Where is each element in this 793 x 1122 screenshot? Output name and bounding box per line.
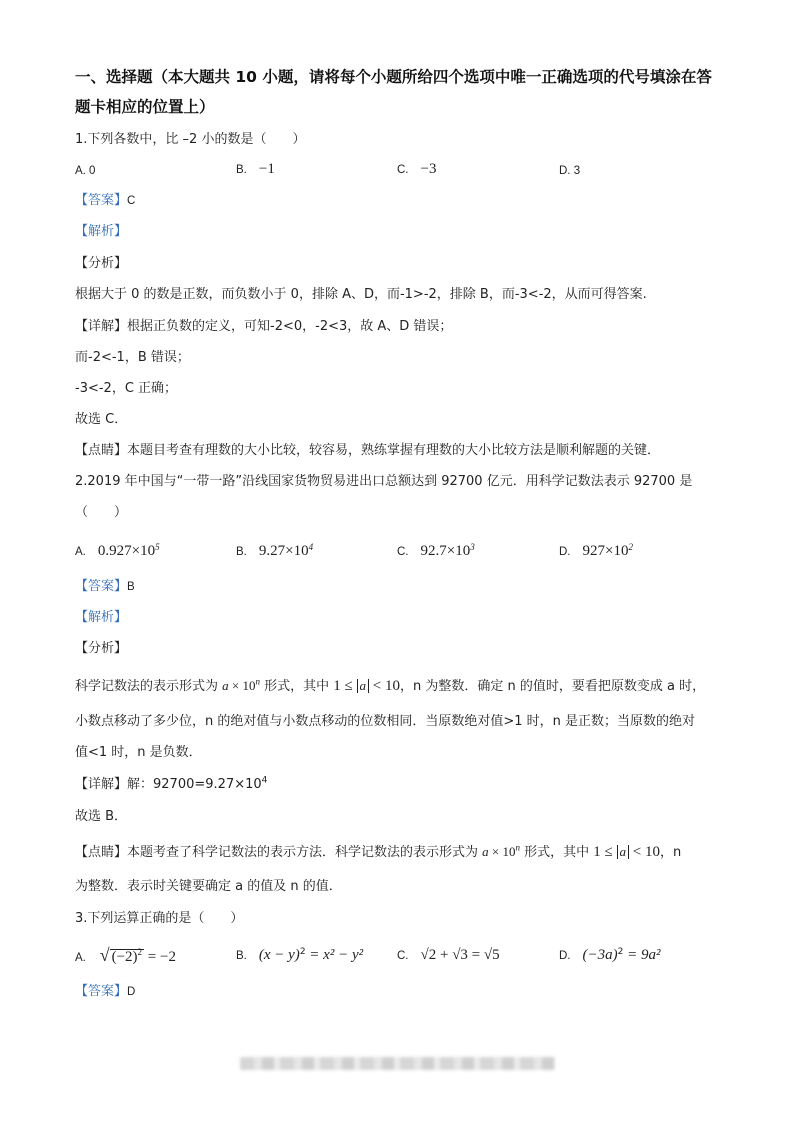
- q1-option-c-math: −3: [420, 161, 437, 177]
- q2-analysis-line3: 值<1 时，n 是负数．: [75, 745, 202, 760]
- form-n: n: [255, 676, 260, 687]
- q1-detail-text: 根据正负数的定义，可知-2<0，-2<3，故 A、D 错误；: [127, 319, 453, 334]
- q2-option-a-math: 0.927×10: [97, 543, 156, 559]
- q2-stem-line1: 2.2019 年中国与“一带一路”沿线国家货物贸易进出口总额达到 92700 亿元．用科学记数法表示 92700 是: [75, 474, 693, 489]
- q1-step3: -3<-2，C 正确；: [75, 381, 178, 396]
- xiangjie-tag: 【详解】: [75, 319, 128, 334]
- q2-option-b-math: 9.27×10: [258, 543, 309, 559]
- q1-option-d: D. 3: [559, 165, 581, 177]
- q3-answer: [75, 983, 135, 1001]
- q3-option-d: [559, 946, 660, 965]
- q3-option-a: [75, 946, 176, 967]
- q1-stem: 1.下列各数中，比 –2 小的数是（ ）: [75, 132, 306, 147]
- q1-jiexi-tag: 【解析】: [75, 224, 128, 239]
- q2-choose: 故选 B．: [75, 809, 128, 824]
- q2-option-d: [559, 542, 633, 561]
- ineq-abs-a: a: [357, 679, 370, 693]
- q2-option-a-exp: 5: [155, 542, 160, 552]
- q3-option-a-rhs: = −2: [144, 949, 176, 965]
- q2-option-b-label: B.: [236, 546, 247, 558]
- form-a: a: [482, 844, 489, 859]
- q2-fenxi-tag: 【分析】: [75, 641, 128, 656]
- q1-option-b-math: −1: [258, 161, 275, 177]
- q3-option-c-label: C.: [397, 950, 409, 962]
- q3-option-d-rhs: = 9a²: [623, 947, 661, 963]
- q3-option-d-exp: 2: [617, 947, 624, 957]
- ineq-right: < 10: [629, 844, 660, 860]
- q1-option-b: [236, 160, 275, 179]
- sqrt-icon: √: [99, 945, 110, 965]
- answer-tag: 【答案】: [75, 984, 128, 999]
- q1-fenxi-tag: 【分析】: [75, 256, 128, 271]
- q2-comment-mid: 形式，其中: [520, 845, 590, 860]
- q2-option-d-exp: 2: [628, 542, 633, 552]
- q2-option-c-exp: 3: [470, 542, 475, 552]
- q2-analysis-line2: 小数点移动了多少位，n 的绝对值与小数点移动的位数相同．当原数绝对值>1 时，n 是正数；当原数的绝对: [75, 714, 696, 729]
- q2-option-d-label: D.: [559, 546, 571, 558]
- answer-tag: 【答案】: [75, 579, 128, 594]
- q1-comment-text: 本题目考查有理数的大小比较，较容易，熟练掌握有理数的大小比较方法是顺利解题的关键．: [127, 443, 661, 458]
- q1-option-a: A. 0: [75, 165, 96, 177]
- q2-analysis-pre: 科学记数法的表示形式为: [75, 679, 219, 694]
- q1-option-c-label: C.: [397, 164, 409, 176]
- q3-stem: 3.下列运算正确的是（ ）: [75, 911, 244, 926]
- q1-option-b-label: B.: [236, 164, 247, 176]
- q2-answer: [75, 578, 135, 596]
- section-heading-line2: 题卡相应的位置上）: [75, 98, 215, 116]
- q3-answer-value: D: [127, 986, 136, 998]
- q2-option-d-math: 927×10: [582, 543, 629, 559]
- q3-option-d-math: (−3a): [582, 947, 618, 963]
- section-heading-line1: 一、选择题（本大题共 10 小题，请将每个小题所给四个选项中唯一正确选项的代号填涂在答: [75, 68, 712, 86]
- q3-option-a-exp: 2: [137, 947, 143, 957]
- q3-option-b-rhs: = x² − y²: [305, 947, 364, 963]
- q1-option-c: [397, 160, 436, 179]
- q2-analysis-line1: [75, 677, 705, 696]
- dianjing-tag: 【点睛】: [75, 845, 128, 860]
- q2-option-c-math: 92.7×10: [420, 543, 471, 559]
- q3-option-a-label: A.: [75, 952, 86, 964]
- q1-answer-value: C: [127, 195, 136, 207]
- ineq-left: 1 ≤: [333, 678, 357, 694]
- q1-analysis: 根据大于 0 的数是正数，而负数小于 0，排除 A、D，而-1>-2，排除 B，而-3<-2，从而可得答案.: [75, 287, 647, 302]
- q1-step2: 而-2<-1，B 错误；: [75, 350, 190, 365]
- q2-stem-line2: （ ）: [75, 505, 128, 520]
- form-times-ten: × 10: [228, 678, 256, 693]
- ineq-abs-a: a: [617, 845, 630, 859]
- q2-option-b: [236, 542, 313, 561]
- q2-comment-post: ，n: [660, 845, 682, 860]
- q3-option-b: [236, 946, 363, 965]
- q2-detail: [75, 776, 267, 794]
- form-n: n: [515, 842, 521, 853]
- xiangjie-tag: 【详解】: [75, 777, 128, 792]
- ineq-left: 1 ≤: [593, 844, 617, 860]
- form-times-ten: × 10: [488, 844, 516, 859]
- q3-option-a-radicand: [110, 949, 144, 965]
- q3-option-d-label: D.: [559, 950, 571, 962]
- q2-comment-line2: 为整数．表示时关键要确定 a 的值及 n 的值．: [75, 879, 342, 894]
- q2-option-c-label: C.: [397, 546, 409, 558]
- q2-analysis-mid: 形式，其中: [260, 679, 330, 694]
- q1-detail: [75, 318, 452, 336]
- q3-option-b-label: B.: [236, 950, 247, 962]
- answer-tag: 【答案】: [75, 193, 128, 208]
- q1-choose: 故选 C．: [75, 412, 128, 427]
- q1-comment: [75, 442, 660, 460]
- ineq-right: < 10: [369, 678, 400, 694]
- q2-jiexi-tag: 【解析】: [75, 610, 128, 625]
- q3-option-b-exp: 2: [299, 947, 306, 957]
- form-a: a: [222, 678, 229, 693]
- q3-option-c-math: √2 + √3 = √5: [420, 947, 500, 963]
- q2-option-b-exp: 4: [308, 542, 314, 552]
- q2-analysis-post: ，n 为整数．确定 n 的值时，要看把原数变成 a 时，: [399, 679, 706, 694]
- q2-option-a-label: A.: [75, 546, 86, 558]
- q2-comment-line1: [75, 843, 681, 862]
- q3-option-b-math: (x − y): [258, 947, 300, 963]
- q1-answer: [75, 192, 135, 210]
- dianjing-tag: 【点睛】: [75, 443, 128, 458]
- q2-option-a: [75, 542, 160, 561]
- q3-option-a-math: (−2): [111, 949, 138, 965]
- q2-option-c: [397, 542, 475, 561]
- q2-comment-pre: 本题考查了科学记数法的表示方法．科学记数法的表示形式为: [127, 845, 479, 860]
- q2-answer-value: B: [127, 581, 135, 593]
- q3-option-c: [397, 946, 500, 965]
- blurred-footer-watermark: [240, 1057, 555, 1070]
- q2-detail-text: 解：92700=9.27×10: [127, 777, 262, 792]
- q2-detail-exp: 4: [261, 775, 268, 786]
